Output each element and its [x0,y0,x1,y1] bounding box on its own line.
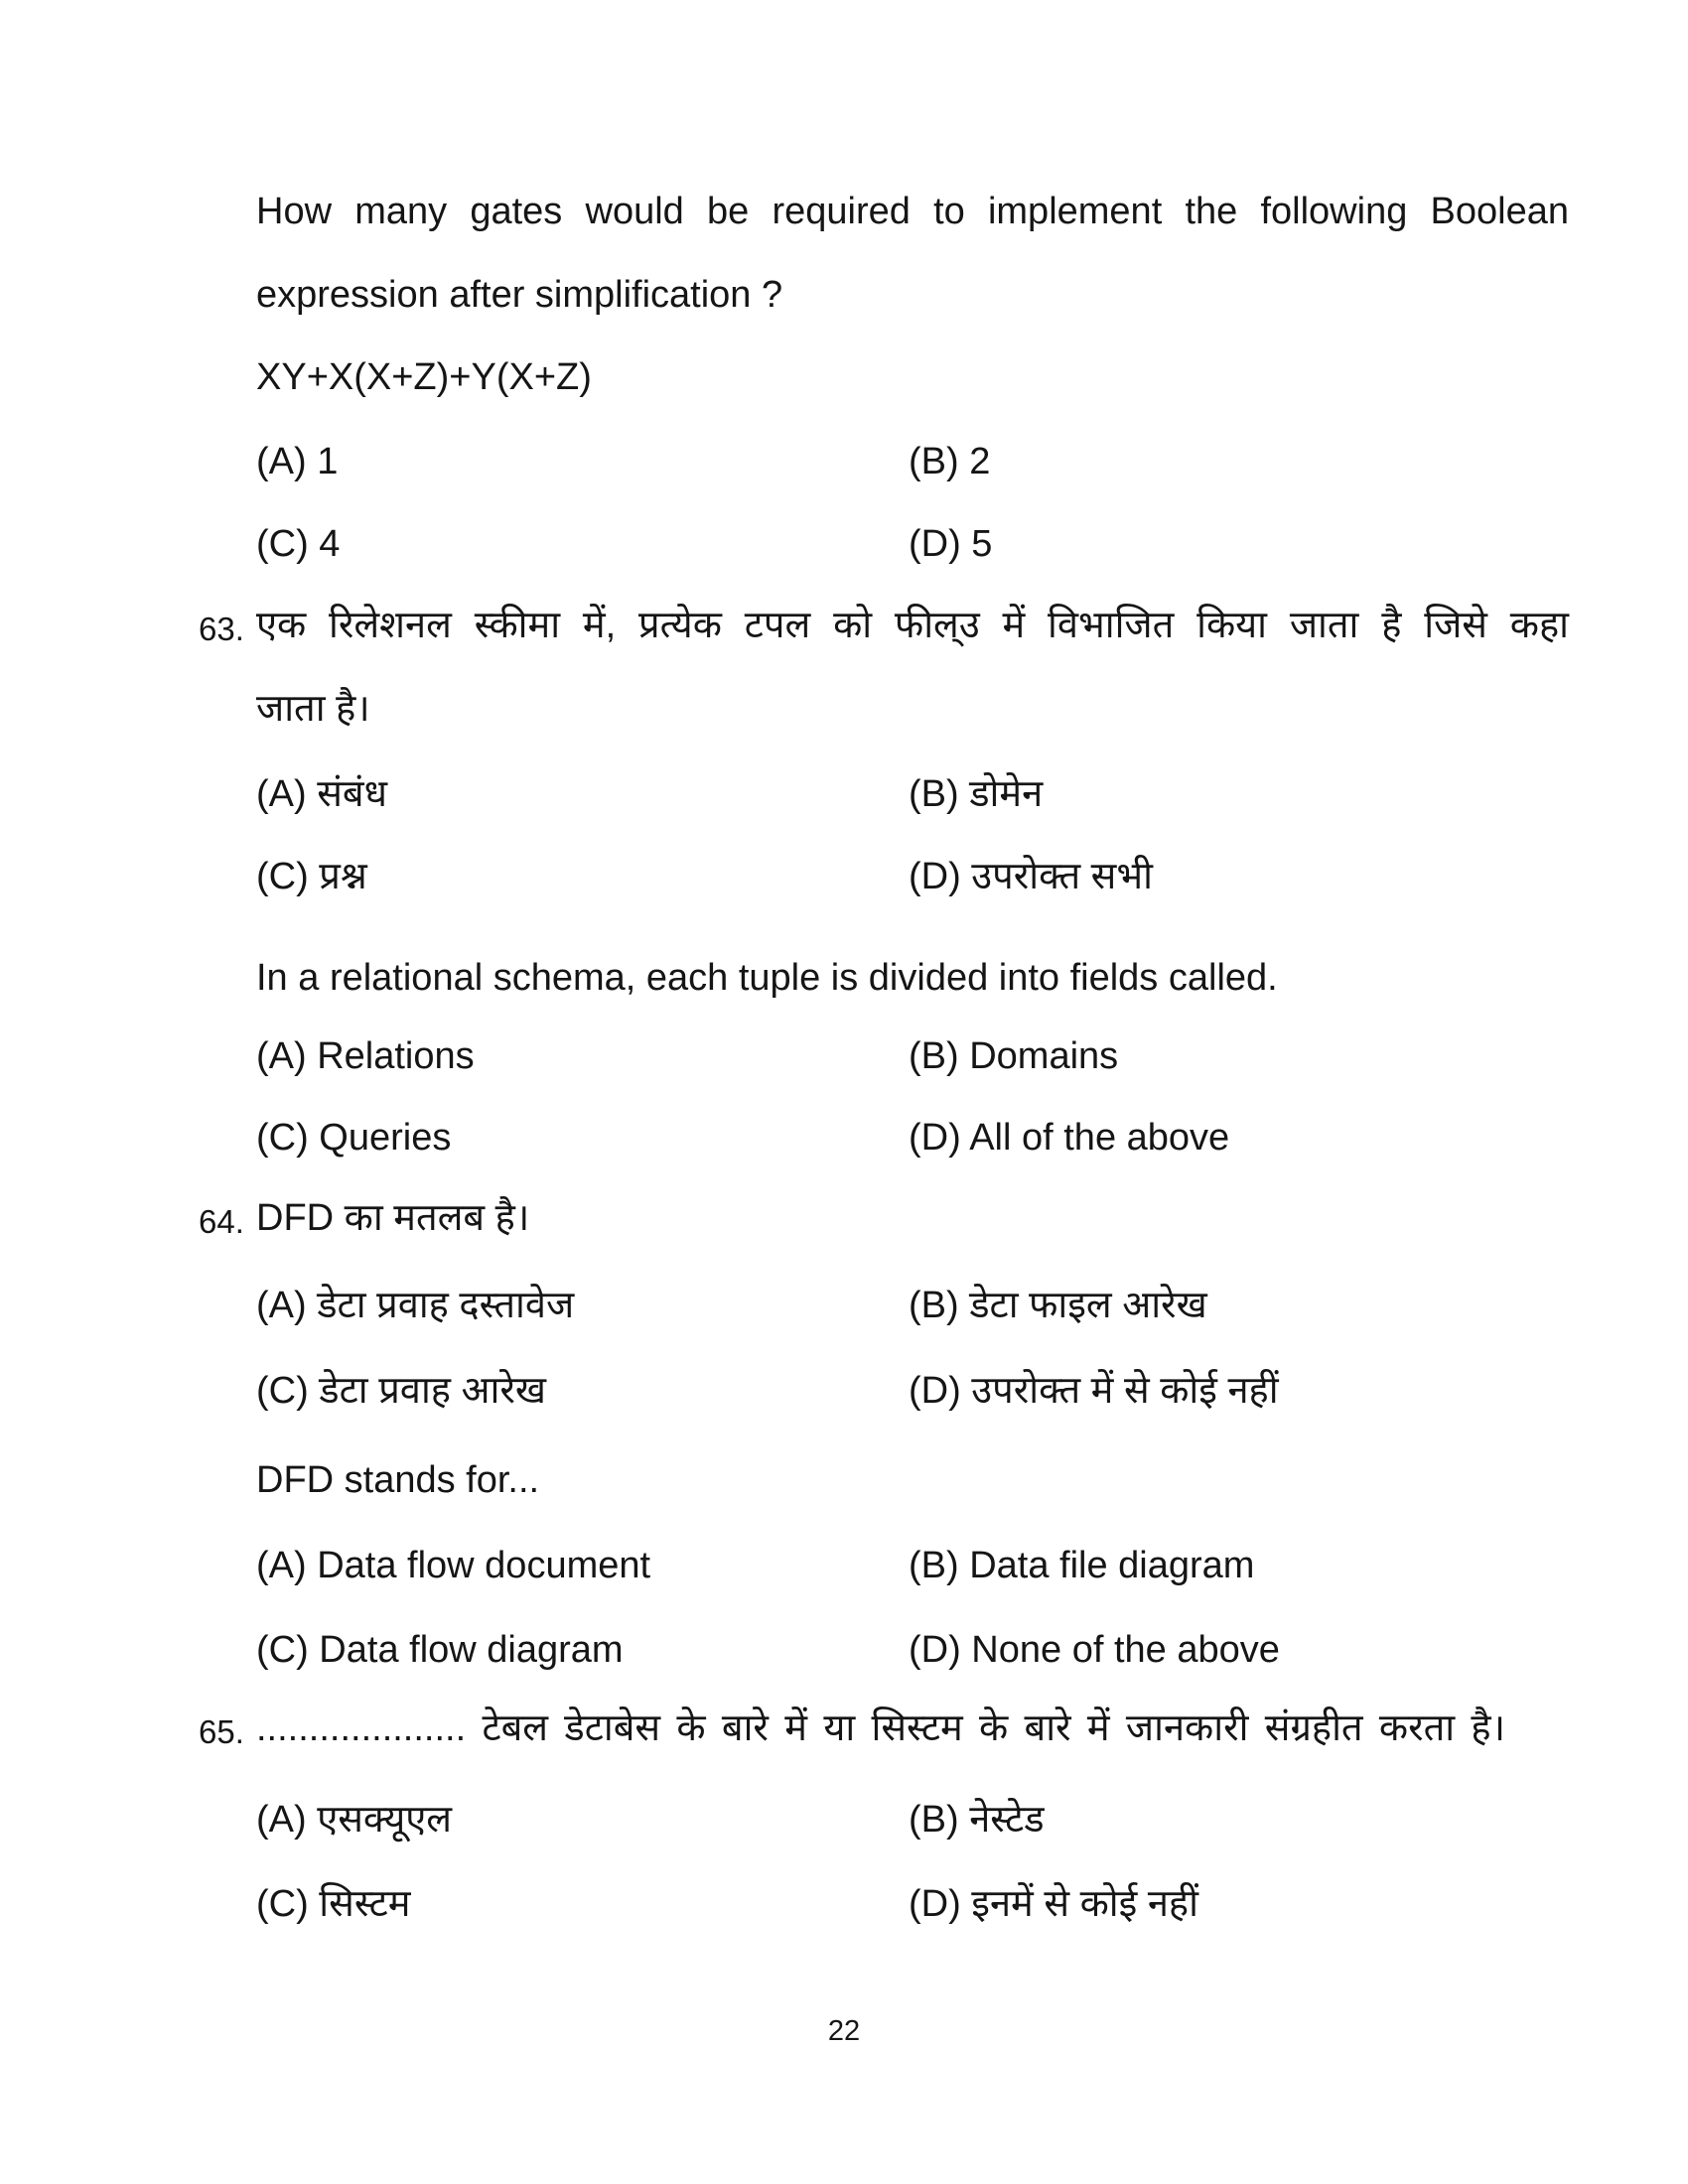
q63-hindi-line2: जाता है। [256,688,370,730]
q64-hindi-text: DFD का मतलब है। [256,1197,530,1239]
q62-option-b: (B) 2 [909,441,991,482]
q64-english-option-b: (B) Data file diagram [909,1545,1255,1586]
q65-option-b: (B) नेस्टेड [909,1799,1045,1841]
q63-english-option-b: (B) Domains [909,1035,1119,1077]
q63-hindi-line1: एक रिलेशनल स्कीमा में, प्रत्येक टपल को फील्उ में विभाजित किया जाता है जिसे कहा [256,605,1569,646]
page-number: 22 [827,2015,861,2047]
q65-hindi-text: .................... टेबल डेटाबेस के बारे में या सिस्टम के बारे में जानकारी संग्रहीत करता है। [256,1707,1505,1749]
q62-option-a: (A) 1 [256,441,339,482]
q64-english-option-c: (C) Data flow diagram [256,1629,624,1671]
q63-hindi-option-d: (D) उपरोक्त सभी [909,856,1153,897]
q63-english-option-d: (D) All of the above [909,1117,1230,1159]
q65-option-a: (A) एसक्यूएल [256,1799,453,1841]
q63-hindi-option-a: (A) संबंध [256,773,387,815]
q64-hindi-option-c: (C) डेटा प्रवाह आरेख [256,1370,546,1412]
q64-hindi-option-d: (D) उपरोक्त में से कोई नहीं [909,1370,1279,1412]
q64-english-option-d: (D) None of the above [909,1629,1280,1671]
q65-number: 65. [199,1713,244,1750]
q62-boolean-expression: XY+X(X+Z)+Y(X+Z) [256,356,592,398]
q63-hindi-option-c: (C) प्रश्न [256,856,367,897]
q63-english-option-a: (A) Relations [256,1035,475,1077]
q62-text-line1: How many gates would be required to implement the following Boolean [256,191,1569,232]
q63-english-text: In a relational schema, each tuple is divided into fields called. [256,957,1278,999]
q64-english-text: DFD stands for... [256,1459,540,1501]
q64-number: 64. [199,1203,244,1240]
q64-hindi-option-b: (B) डेटा फाइल आरेख [909,1285,1207,1326]
q63-english-option-c: (C) Queries [256,1117,452,1159]
q62-text-line2: expression after simplification ? [256,274,783,316]
q63-number: 63. [199,611,244,647]
q65-option-c: (C) सिस्टम [256,1883,411,1925]
q62-option-c: (C) 4 [256,523,341,565]
q64-english-option-a: (A) Data flow document [256,1545,651,1586]
q65-option-d: (D) इनमें से कोई नहीं [909,1883,1198,1925]
q64-hindi-option-a: (A) डेटा प्रवाह दस्तावेज [256,1285,575,1326]
q63-hindi-option-b: (B) डोमेन [909,773,1044,815]
q62-option-d: (D) 5 [909,523,993,565]
